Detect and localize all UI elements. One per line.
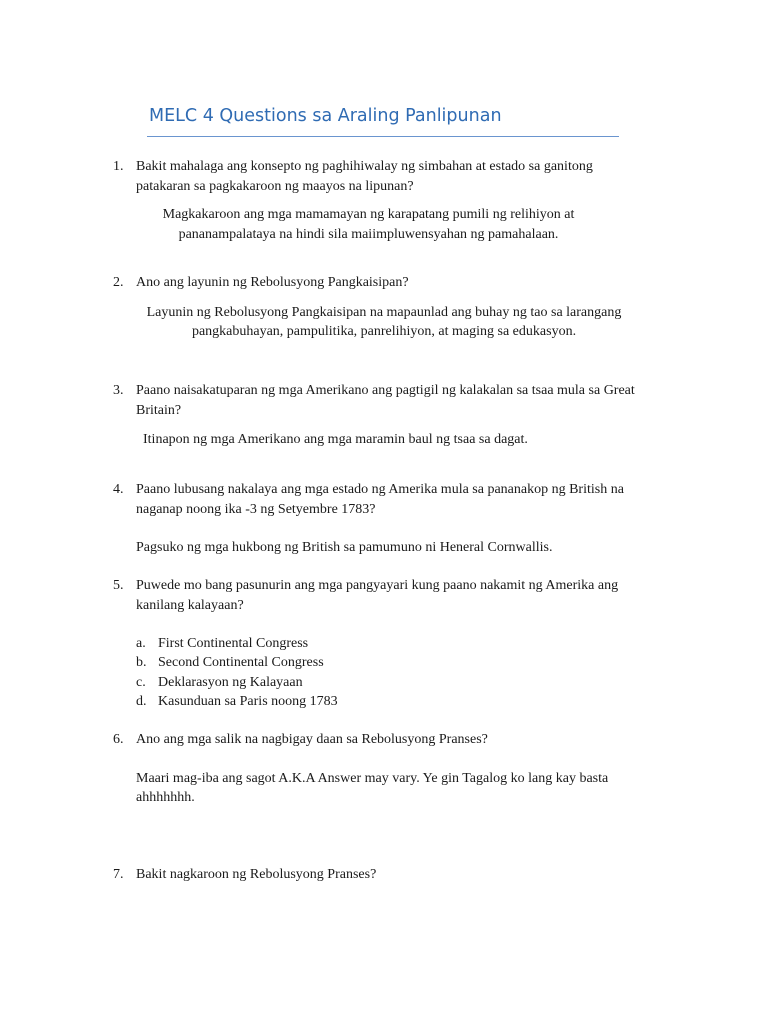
- question-text-line: patakaran sa pagkakaroon ng maayos na lipunan?: [136, 178, 414, 194]
- sub-item-letter: b.: [136, 655, 147, 670]
- question-text-line: kanilang kalayaan?: [136, 597, 244, 613]
- answer-text-line: Maari mag-iba ang sagot A.K.A Answer may vary. Ye gin Tagalog ko lang kay basta: [136, 770, 609, 786]
- question-number: 3.: [113, 383, 124, 398]
- sub-item-letter: a.: [136, 635, 146, 651]
- question-text-line: Ano ang layunin ng Rebolusyong Pangkaisipan?: [136, 275, 409, 290]
- answer-text-line: Pagsuko ng mga hukbong ng British sa pamumuno ni Heneral Cornwallis.: [136, 540, 553, 555]
- answer-text-line: pangkabuhayan, pampulitika, panrelihiyon, at maging sa edukasyon.: [191, 324, 577, 339]
- sub-item-text: First Continental Congress: [158, 635, 309, 651]
- sub-item-text: Deklarasyon ng Kalayaan: [158, 674, 303, 690]
- answer-text-line: ahhhhhhh.: [136, 790, 195, 805]
- sub-item-letter: c.: [136, 674, 146, 690]
- question-number: 1.: [113, 159, 124, 174]
- question-number: 6.: [113, 732, 124, 747]
- answer-text-line: Magkakaroon ang mga mamamayan ng karapatang pumili ng relihiyon at: [162, 207, 575, 222]
- sub-item-text: Kasunduan sa Paris noong 1783: [158, 694, 338, 709]
- question-number: 7.: [113, 867, 124, 882]
- question-text-line: Paano naisakatuparan ng mga Amerikano ang pagtigil ng kalakalan sa tsaa mula sa Great: [136, 383, 635, 398]
- sub-item-letter: d.: [136, 694, 147, 709]
- question-number: 2.: [113, 275, 124, 290]
- sub-item-text: Second Continental Congress: [158, 655, 324, 670]
- question-text-line: Ano ang mga salik na nagbigay daan sa Rebolusyong Pranses?: [136, 732, 488, 747]
- question-text-line: Puwede mo bang pasunurin ang mga pangyayari kung paano nakamit ng Amerika ang: [136, 578, 619, 593]
- answer-text-line: Itinapon ng mga Amerikano ang mga maramin baul ng tsaa sa dagat.: [143, 431, 528, 447]
- answer-text-line: Layunin ng Rebolusyong Pangkaisipan na mapaunlad ang buhay ng tao sa larangang: [146, 304, 622, 320]
- question-text-line: Paano lubusang nakalaya ang mga estado ng Amerika mula sa pananakop ng British na: [136, 482, 624, 497]
- title-underline: [147, 136, 619, 137]
- question-number: 5.: [113, 578, 124, 593]
- question-number: 4.: [113, 482, 124, 497]
- document-title: MELC 4 Questions sa Araling Panlipunan: [149, 106, 502, 126]
- question-text-line: Bakit mahalaga ang konsepto ng paghihiwalay ng simbahan at estado sa ganitong: [136, 159, 593, 174]
- question-text-line: Bakit nagkaroon ng Rebolusyong Pranses?: [136, 867, 377, 882]
- answer-text-line: pananampalataya na hindi sila maiimpluwensyahan ng pamahalaan.: [178, 226, 559, 242]
- question-text-line: naganap noong ika -3 ng Setyembre 1783?: [136, 501, 376, 517]
- question-text-line: Britain?: [136, 402, 182, 418]
